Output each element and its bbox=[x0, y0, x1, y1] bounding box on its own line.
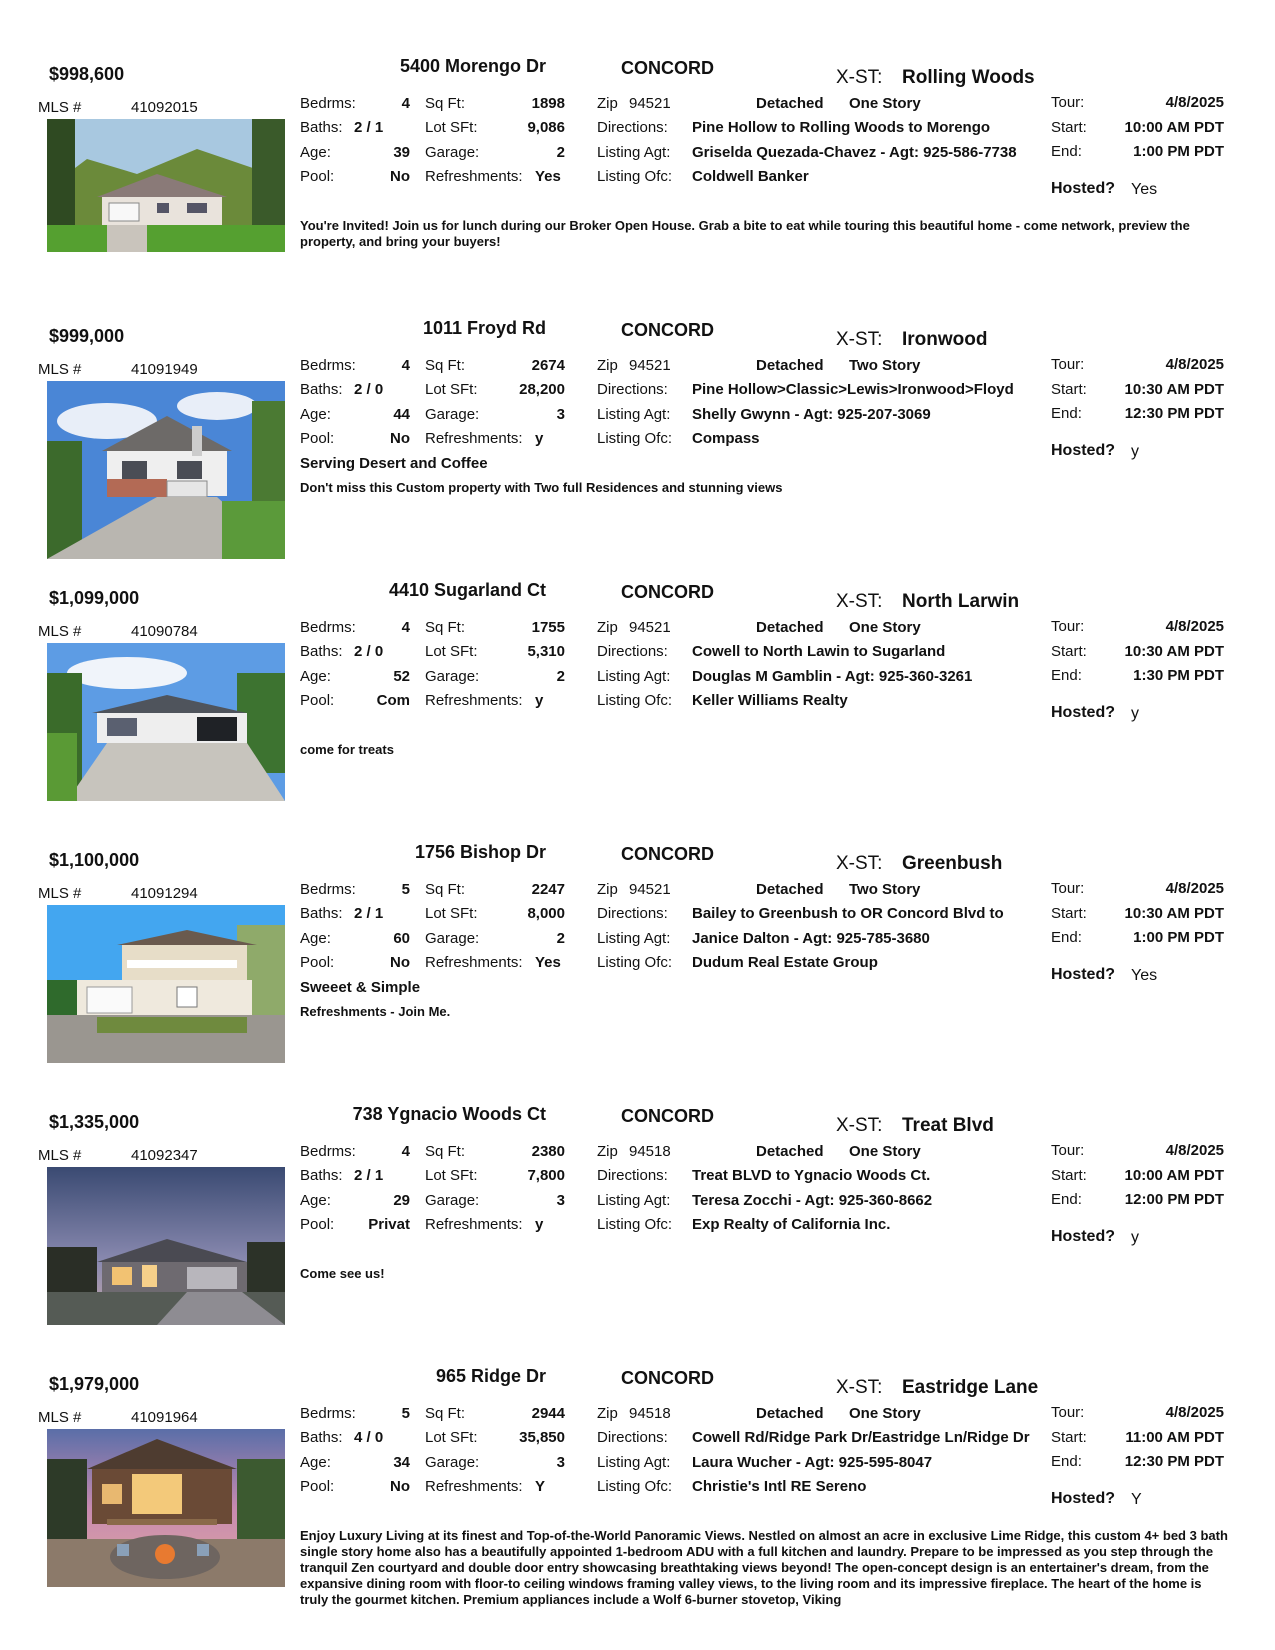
listing-agent-label: Listing Agt: bbox=[597, 144, 671, 161]
listing-city: CONCORD bbox=[621, 1368, 714, 1388]
listing-city: CONCORD bbox=[621, 844, 714, 864]
cross-street-label: X-ST: bbox=[836, 1377, 883, 1398]
sqft-label: Sq Ft: bbox=[425, 619, 466, 636]
pool-label: Pool: bbox=[300, 430, 335, 447]
mls-number: 41091294 bbox=[131, 885, 198, 902]
mls-label: MLS # bbox=[38, 885, 82, 902]
directions-value: Treat BLVD to Ygnacio Woods Ct. bbox=[692, 1167, 931, 1184]
listing-address: 965 Ridge Dr bbox=[435, 1366, 546, 1386]
baths-value: 2 / 0 bbox=[354, 643, 384, 660]
mls-number: 41091964 bbox=[131, 1409, 198, 1426]
start-label: Start: bbox=[1051, 905, 1087, 922]
pool-value: No bbox=[390, 1478, 410, 1495]
garage-value: 3 bbox=[556, 1192, 565, 1209]
sqft-label: Sq Ft: bbox=[425, 95, 466, 112]
listing-office-value: Dudum Real Estate Group bbox=[692, 954, 878, 971]
refreshments-label: Refreshments: bbox=[425, 954, 523, 971]
bedrooms-label: Bedrms: bbox=[300, 619, 356, 636]
age-value: 60 bbox=[393, 930, 410, 947]
listing-office-value: Christie's Intl RE Sereno bbox=[692, 1478, 867, 1495]
property-stories: One Story bbox=[849, 1143, 921, 1160]
zip-value: 94521 bbox=[629, 357, 671, 374]
listing-office-label: Listing Ofc: bbox=[597, 954, 673, 971]
cross-street: North Larwin bbox=[902, 591, 1020, 612]
bedrooms-label: Bedrms: bbox=[300, 881, 356, 898]
start-label: Start: bbox=[1051, 1167, 1087, 1184]
tour-date: 4/8/2025 bbox=[1165, 94, 1224, 111]
bedrooms-value: 5 bbox=[401, 881, 410, 898]
property-photo[interactable] bbox=[47, 1429, 285, 1587]
garage-value: 2 bbox=[556, 930, 565, 947]
mls-label: MLS # bbox=[38, 361, 82, 378]
listing-card bbox=[0, 1098, 1275, 1360]
mls-number: 41090784 bbox=[131, 623, 198, 640]
mls-number: 41092015 bbox=[131, 99, 198, 116]
bedrooms-value: 4 bbox=[401, 95, 410, 112]
listing-agent-label: Listing Agt: bbox=[597, 668, 671, 685]
directions-label: Directions: bbox=[597, 1167, 668, 1184]
baths-value: 2 / 1 bbox=[354, 119, 384, 136]
zip-value: 94518 bbox=[629, 1405, 671, 1422]
zip-value: 94521 bbox=[629, 881, 671, 898]
zip-label: Zip bbox=[597, 619, 618, 636]
hosted-label: Hosted? bbox=[1051, 704, 1115, 721]
refreshments-label: Refreshments: bbox=[425, 1478, 523, 1495]
listing-agent-value: Shelly Gwynn - Agt: 925-207-3069 bbox=[692, 406, 931, 423]
listing-agent-label: Listing Agt: bbox=[597, 1454, 671, 1471]
sqft-value: 2380 bbox=[531, 1143, 565, 1160]
pool-label: Pool: bbox=[300, 168, 335, 185]
listing-price: $1,979,000 bbox=[49, 1374, 140, 1394]
property-photo[interactable] bbox=[47, 381, 285, 559]
sqft-value: 1755 bbox=[531, 619, 565, 636]
end-time: 1:30 PM PDT bbox=[1133, 667, 1224, 684]
tour-label: Tour: bbox=[1051, 880, 1085, 897]
refreshments-label: Refreshments: bbox=[425, 692, 523, 709]
lot-sqft-label: Lot SFt: bbox=[425, 119, 478, 136]
hosted-label: Hosted? bbox=[1051, 1490, 1115, 1507]
zip-label: Zip bbox=[597, 95, 618, 112]
hosted-label: Hosted? bbox=[1051, 1228, 1115, 1245]
listing-price: $999,000 bbox=[49, 326, 125, 346]
garage-value: 3 bbox=[556, 1454, 565, 1471]
tour-label: Tour: bbox=[1051, 356, 1085, 373]
age-label: Age: bbox=[300, 1454, 331, 1471]
baths-value: 2 / 0 bbox=[354, 381, 384, 398]
listing-agent-label: Listing Agt: bbox=[597, 930, 671, 947]
garage-label: Garage: bbox=[425, 1454, 480, 1471]
sqft-value: 2674 bbox=[531, 357, 565, 374]
mls-label: MLS # bbox=[38, 1147, 82, 1164]
hosted-value: Y bbox=[1131, 1491, 1142, 1508]
directions-value: Cowell to North Lawin to Sugarland bbox=[692, 643, 946, 660]
sqft-label: Sq Ft: bbox=[425, 1405, 466, 1422]
listing-address: 738 Ygnacio Woods Ct bbox=[352, 1104, 546, 1124]
property-photo[interactable] bbox=[47, 643, 285, 801]
directions-label: Directions: bbox=[597, 1429, 668, 1446]
remarks: Come see us! bbox=[300, 1266, 385, 1281]
pool-value: No bbox=[390, 954, 410, 971]
refreshments-value: y bbox=[535, 1216, 544, 1233]
zip-value: 94521 bbox=[629, 619, 671, 636]
garage-label: Garage: bbox=[425, 1192, 480, 1209]
listing-agent-value: Laura Wucher - Agt: 925-595-8047 bbox=[692, 1454, 933, 1471]
lot-sqft-value: 28,200 bbox=[519, 381, 565, 398]
property-stories: One Story bbox=[849, 619, 921, 636]
property-type: Detached bbox=[756, 357, 824, 374]
cross-street-label: X-ST: bbox=[836, 853, 883, 874]
end-label: End: bbox=[1051, 1191, 1082, 1208]
sqft-label: Sq Ft: bbox=[425, 881, 466, 898]
hosted-value: Yes bbox=[1131, 181, 1158, 198]
directions-label: Directions: bbox=[597, 119, 668, 136]
age-value: 52 bbox=[393, 668, 410, 685]
pool-label: Pool: bbox=[300, 692, 335, 709]
directions-value: Pine Hollow to Rolling Woods to Morengo bbox=[692, 119, 991, 136]
lot-sqft-label: Lot SFt: bbox=[425, 905, 478, 922]
lot-sqft-label: Lot SFt: bbox=[425, 1429, 478, 1446]
directions-label: Directions: bbox=[597, 905, 668, 922]
tour-date: 4/8/2025 bbox=[1165, 618, 1224, 635]
lot-sqft-value: 5,310 bbox=[527, 643, 565, 660]
start-time: 10:30 AM PDT bbox=[1124, 381, 1224, 398]
listing-price: $1,335,000 bbox=[49, 1112, 140, 1132]
bedrooms-label: Bedrms: bbox=[300, 357, 356, 374]
listing-office-value: Exp Realty of California Inc. bbox=[692, 1216, 891, 1233]
directions-value: Pine Hollow>Classic>Lewis>Ironwood>Floyd bbox=[692, 381, 1014, 398]
baths-value: 2 / 1 bbox=[354, 1167, 384, 1184]
end-label: End: bbox=[1051, 405, 1082, 422]
tour-label: Tour: bbox=[1051, 1142, 1085, 1159]
baths-label: Baths: bbox=[300, 643, 343, 660]
tour-date: 4/8/2025 bbox=[1165, 1404, 1224, 1421]
mls-number: 41091949 bbox=[131, 361, 198, 378]
bedrooms-label: Bedrms: bbox=[300, 1143, 356, 1160]
age-value: 29 bbox=[393, 1192, 410, 1209]
garage-value: 2 bbox=[556, 668, 565, 685]
cross-street: Eastridge Lane bbox=[902, 1377, 1039, 1398]
end-time: 1:00 PM PDT bbox=[1133, 929, 1224, 946]
pool-value: No bbox=[390, 168, 410, 185]
end-label: End: bbox=[1051, 929, 1082, 946]
listing-office-label: Listing Ofc: bbox=[597, 692, 673, 709]
listing-card bbox=[0, 1360, 1275, 1650]
baths-label: Baths: bbox=[300, 905, 343, 922]
start-time: 11:00 AM PDT bbox=[1125, 1429, 1224, 1446]
garage-label: Garage: bbox=[425, 406, 480, 423]
lot-sqft-label: Lot SFt: bbox=[425, 1167, 478, 1184]
listing-city: CONCORD bbox=[621, 320, 714, 340]
property-photo[interactable] bbox=[47, 905, 285, 1063]
property-stories: Two Story bbox=[849, 357, 921, 374]
cross-street: Greenbush bbox=[902, 853, 1003, 874]
remarks: come for treats bbox=[300, 742, 394, 757]
listing-office-value: Compass bbox=[692, 430, 760, 447]
lot-sqft-value: 35,850 bbox=[519, 1429, 565, 1446]
property-stories: One Story bbox=[849, 95, 921, 112]
age-value: 34 bbox=[393, 1454, 410, 1471]
cross-street: Rolling Woods bbox=[902, 67, 1035, 88]
zip-label: Zip bbox=[597, 1143, 618, 1160]
garage-label: Garage: bbox=[425, 144, 480, 161]
listing-address: 4410 Sugarland Ct bbox=[388, 580, 546, 600]
listing-card bbox=[0, 50, 1275, 312]
special-note: Sweeet & Simple bbox=[300, 979, 421, 996]
lot-sqft-value: 8,000 bbox=[527, 905, 565, 922]
listing-card bbox=[0, 574, 1275, 836]
listing-city: CONCORD bbox=[621, 58, 714, 78]
tour-label: Tour: bbox=[1051, 94, 1085, 111]
garage-label: Garage: bbox=[425, 930, 480, 947]
directions-label: Directions: bbox=[597, 381, 668, 398]
sqft-label: Sq Ft: bbox=[425, 357, 466, 374]
cross-street-label: X-ST: bbox=[836, 591, 883, 612]
refreshments-value: Yes bbox=[535, 168, 561, 185]
property-type: Detached bbox=[756, 1405, 824, 1422]
directions-value: Bailey to Greenbush to OR Concord Blvd to bbox=[692, 905, 1004, 922]
pool-value: Privat bbox=[368, 1216, 410, 1233]
listing-office-value: Coldwell Banker bbox=[692, 168, 809, 185]
hosted-label: Hosted? bbox=[1051, 180, 1115, 197]
zip-value: 94521 bbox=[629, 95, 671, 112]
property-type: Detached bbox=[756, 619, 824, 636]
special-note: Serving Desert and Coffee bbox=[300, 455, 488, 472]
cross-street-label: X-ST: bbox=[836, 1115, 883, 1136]
pool-label: Pool: bbox=[300, 954, 335, 971]
garage-value: 2 bbox=[556, 144, 565, 161]
pool-label: Pool: bbox=[300, 1216, 335, 1233]
garage-label: Garage: bbox=[425, 668, 480, 685]
zip-label: Zip bbox=[597, 881, 618, 898]
end-time: 12:30 PM PDT bbox=[1124, 405, 1224, 422]
mls-label: MLS # bbox=[38, 1409, 82, 1426]
baths-label: Baths: bbox=[300, 1167, 343, 1184]
listing-card bbox=[0, 836, 1275, 1098]
lot-sqft-label: Lot SFt: bbox=[425, 381, 478, 398]
listing-agent-value: Griselda Quezada-Chavez - Agt: 925-586-7738 bbox=[692, 144, 1017, 161]
pool-value: Com bbox=[376, 692, 410, 709]
listing-office-label: Listing Ofc: bbox=[597, 1216, 673, 1233]
tour-date: 4/8/2025 bbox=[1165, 1142, 1224, 1159]
hosted-value: y bbox=[1131, 705, 1139, 722]
mls-label: MLS # bbox=[38, 99, 82, 116]
baths-value: 2 / 1 bbox=[354, 905, 384, 922]
property-photo[interactable] bbox=[47, 1167, 285, 1325]
start-time: 10:00 AM PDT bbox=[1124, 1167, 1224, 1184]
sqft-value: 2944 bbox=[531, 1405, 565, 1422]
refreshments-label: Refreshments: bbox=[425, 430, 523, 447]
end-time: 12:00 PM PDT bbox=[1124, 1191, 1224, 1208]
lot-sqft-label: Lot SFt: bbox=[425, 643, 478, 660]
listing-card bbox=[0, 312, 1275, 574]
directions-label: Directions: bbox=[597, 643, 668, 660]
hosted-value: Yes bbox=[1131, 967, 1158, 984]
end-time: 1:00 PM PDT bbox=[1133, 143, 1224, 160]
refreshments-value: Yes bbox=[535, 954, 561, 971]
listing-address: 1011 Froyd Rd bbox=[422, 318, 546, 338]
age-label: Age: bbox=[300, 1192, 331, 1209]
age-value: 44 bbox=[393, 406, 410, 423]
listing-city: CONCORD bbox=[621, 582, 714, 602]
end-time: 12:30 PM PDT bbox=[1124, 1453, 1224, 1470]
hosted-label: Hosted? bbox=[1051, 442, 1115, 459]
start-time: 10:00 AM PDT bbox=[1124, 119, 1224, 136]
listing-office-label: Listing Ofc: bbox=[597, 430, 673, 447]
tour-label: Tour: bbox=[1051, 618, 1085, 635]
age-label: Age: bbox=[300, 144, 331, 161]
zip-value: 94518 bbox=[629, 1143, 671, 1160]
age-label: Age: bbox=[300, 668, 331, 685]
remarks: Don't miss this Custom property with Two full Residences and stunning views bbox=[300, 480, 783, 495]
refreshments-label: Refreshments: bbox=[425, 168, 523, 185]
sqft-value: 2247 bbox=[531, 881, 565, 898]
tour-label: Tour: bbox=[1051, 1404, 1085, 1421]
hosted-value: y bbox=[1131, 1229, 1139, 1246]
start-label: Start: bbox=[1051, 1429, 1087, 1446]
lot-sqft-value: 7,800 bbox=[527, 1167, 565, 1184]
zip-label: Zip bbox=[597, 357, 618, 374]
start-label: Start: bbox=[1051, 119, 1087, 136]
bedrooms-value: 5 bbox=[401, 1405, 410, 1422]
tour-date: 4/8/2025 bbox=[1165, 880, 1224, 897]
sqft-value: 1898 bbox=[531, 95, 565, 112]
tour-date: 4/8/2025 bbox=[1165, 356, 1224, 373]
mls-label: MLS # bbox=[38, 623, 82, 640]
listing-agent-label: Listing Agt: bbox=[597, 406, 671, 423]
remarks: You're Invited! Join us for lunch during our Broker Open House. Grab a bite to eat while touring this beautiful home - come network, preview the property, and bring your buyers! bbox=[300, 218, 1190, 249]
zip-label: Zip bbox=[597, 1405, 618, 1422]
start-time: 10:30 AM PDT bbox=[1124, 643, 1224, 660]
cross-street: Treat Blvd bbox=[902, 1115, 994, 1136]
listing-office-value: Keller Williams Realty bbox=[692, 692, 848, 709]
property-stories: One Story bbox=[849, 1405, 921, 1422]
remarks: Refreshments - Join Me. bbox=[300, 1004, 451, 1019]
refreshments-value: y bbox=[535, 692, 544, 709]
property-stories: Two Story bbox=[849, 881, 921, 898]
listing-address: 5400 Morengo Dr bbox=[399, 56, 546, 76]
bedrooms-label: Bedrms: bbox=[300, 95, 356, 112]
listing-city: CONCORD bbox=[621, 1106, 714, 1126]
start-time: 10:30 AM PDT bbox=[1124, 905, 1224, 922]
end-label: End: bbox=[1051, 667, 1082, 684]
listing-price: $1,100,000 bbox=[49, 850, 140, 870]
bedrooms-value: 4 bbox=[401, 1143, 410, 1160]
property-photo[interactable] bbox=[47, 119, 285, 252]
listing-price: $1,099,000 bbox=[49, 588, 140, 608]
listing-agent-value: Teresa Zocchi - Agt: 925-360-8662 bbox=[692, 1192, 933, 1209]
age-label: Age: bbox=[300, 406, 331, 423]
listing-address: 1756 Bishop Dr bbox=[414, 842, 546, 862]
remarks: Enjoy Luxury Living at its finest and Top-of-the-World Panoramic Views. Nestled on almost an acre in exclusive Lime Ridge, this custom 4+ bed 3 bath single story home also has a beautifully appointed 1-bedroom ADU with a full kitchen and laundry. Prepare to be impressed as you step through the tranquil Zen courtyard and double door entry showcasing breathtaking views beyond! The open-concept design is an entertainer's dream, from the expansive dining room with floor-to ceiling windows framing valley views, to the living room and its impressive fireplace. The heart of the home is truly the gourmet kitchen. Premium appliances include a Wolf 6-burner stovetop, Viking bbox=[300, 1528, 1228, 1607]
listing-office-label: Listing Ofc: bbox=[597, 1478, 673, 1495]
bedrooms-value: 4 bbox=[401, 357, 410, 374]
mls-number: 41092347 bbox=[131, 1147, 198, 1164]
cross-street: Ironwood bbox=[902, 329, 988, 350]
start-label: Start: bbox=[1051, 643, 1087, 660]
refreshments-value: Y bbox=[535, 1478, 546, 1495]
listing-agent-value: Douglas M Gamblin - Agt: 925-360-3261 bbox=[692, 668, 973, 685]
listing-agent-label: Listing Agt: bbox=[597, 1192, 671, 1209]
property-type: Detached bbox=[756, 1143, 824, 1160]
property-type: Detached bbox=[756, 881, 824, 898]
cross-street-label: X-ST: bbox=[836, 329, 883, 350]
age-value: 39 bbox=[393, 144, 410, 161]
age-label: Age: bbox=[300, 930, 331, 947]
end-label: End: bbox=[1051, 1453, 1082, 1470]
directions-value: Cowell Rd/Ridge Park Dr/Eastridge Ln/Ridge Dr bbox=[692, 1429, 1030, 1446]
sqft-label: Sq Ft: bbox=[425, 1143, 466, 1160]
pool-label: Pool: bbox=[300, 1478, 335, 1495]
baths-label: Baths: bbox=[300, 1429, 343, 1446]
property-type: Detached bbox=[756, 95, 824, 112]
lot-sqft-value: 9,086 bbox=[527, 119, 565, 136]
refreshments-label: Refreshments: bbox=[425, 1216, 523, 1233]
refreshments-value: y bbox=[535, 430, 544, 447]
garage-value: 3 bbox=[556, 406, 565, 423]
cross-street-label: X-ST: bbox=[836, 67, 883, 88]
listing-office-label: Listing Ofc: bbox=[597, 168, 673, 185]
pool-value: No bbox=[390, 430, 410, 447]
baths-label: Baths: bbox=[300, 381, 343, 398]
bedrooms-value: 4 bbox=[401, 619, 410, 636]
end-label: End: bbox=[1051, 143, 1082, 160]
start-label: Start: bbox=[1051, 381, 1087, 398]
hosted-value: y bbox=[1131, 443, 1139, 460]
listing-price: $998,600 bbox=[49, 64, 125, 84]
hosted-label: Hosted? bbox=[1051, 966, 1115, 983]
bedrooms-label: Bedrms: bbox=[300, 1405, 356, 1422]
baths-value: 4 / 0 bbox=[354, 1429, 384, 1446]
baths-label: Baths: bbox=[300, 119, 343, 136]
listing-agent-value: Janice Dalton - Agt: 925-785-3680 bbox=[692, 930, 930, 947]
